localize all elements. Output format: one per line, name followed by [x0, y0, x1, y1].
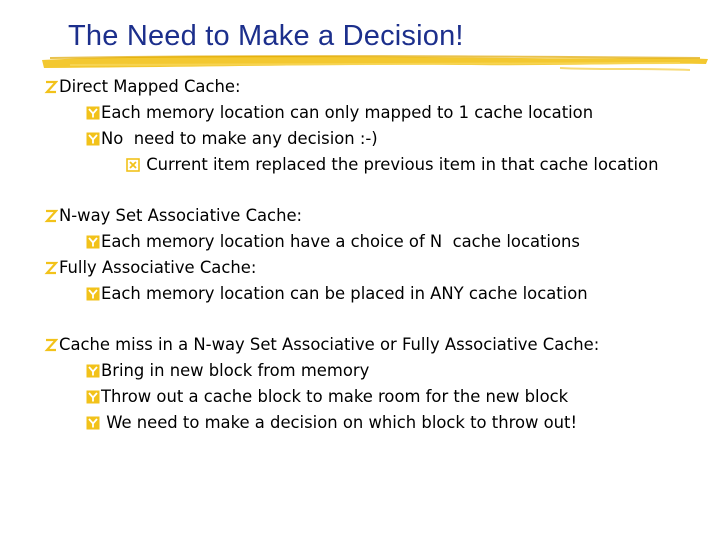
bullet-line-level-2 — [86, 229, 580, 255]
z-bullet-icon — [44, 338, 58, 352]
slide-title: The Need to Make a Decision! — [68, 20, 464, 52]
bullet-line-level-1 — [44, 74, 240, 100]
bullet-text: N-way Set Associative Cache: — [59, 206, 303, 225]
bullet-text: Each memory location can only mapped to 1 cache location — [101, 103, 594, 122]
bullet-text: Throw out a cache block to make room for the new block — [101, 387, 569, 406]
bullet-line-level-2 — [86, 281, 588, 307]
bullet-text: Direct Mapped Cache: — [59, 77, 241, 96]
bullet-text: No need to make any decision :-) — [101, 129, 378, 148]
y-bullet-icon — [86, 390, 100, 404]
z-bullet-icon — [44, 209, 58, 223]
bullet-line-level-2 — [86, 100, 593, 126]
y-bullet-icon — [86, 106, 100, 120]
bullet-line-level-2 — [86, 358, 369, 384]
bullet-text: Each memory location can be placed in ANY cache location — [101, 284, 588, 303]
bullet-text: We need to make a decision on which block to throw out! — [101, 413, 578, 432]
bullet-line-level-2 — [86, 126, 378, 152]
bullet-line-level-2 — [86, 410, 577, 436]
y-bullet-icon — [86, 287, 100, 301]
bullet-text: Current item replaced the previous item in that cache location — [141, 155, 659, 174]
y-bullet-icon — [86, 235, 100, 249]
z-bullet-icon — [44, 261, 58, 275]
bullet-line-level-1 — [44, 332, 599, 358]
bullet-text: Cache miss in a N-way Set Associative or Fully Associative Cache: — [59, 335, 600, 354]
bullet-text: Bring in new block from memory — [101, 361, 370, 380]
bullet-text: Fully Associative Cache: — [59, 258, 257, 277]
bullet-line-level-2 — [86, 384, 568, 410]
bullet-text: Each memory location have a choice of N cache locations — [101, 232, 580, 251]
z-bullet-icon — [44, 80, 58, 94]
bullet-line-level-1 — [44, 203, 302, 229]
y-bullet-icon — [86, 364, 100, 378]
y-bullet-icon — [86, 132, 100, 146]
bullet-line-level-3 — [126, 152, 658, 178]
bullet-line-level-1 — [44, 255, 256, 281]
y-bullet-icon — [86, 416, 100, 430]
x-bullet-icon — [126, 158, 140, 172]
